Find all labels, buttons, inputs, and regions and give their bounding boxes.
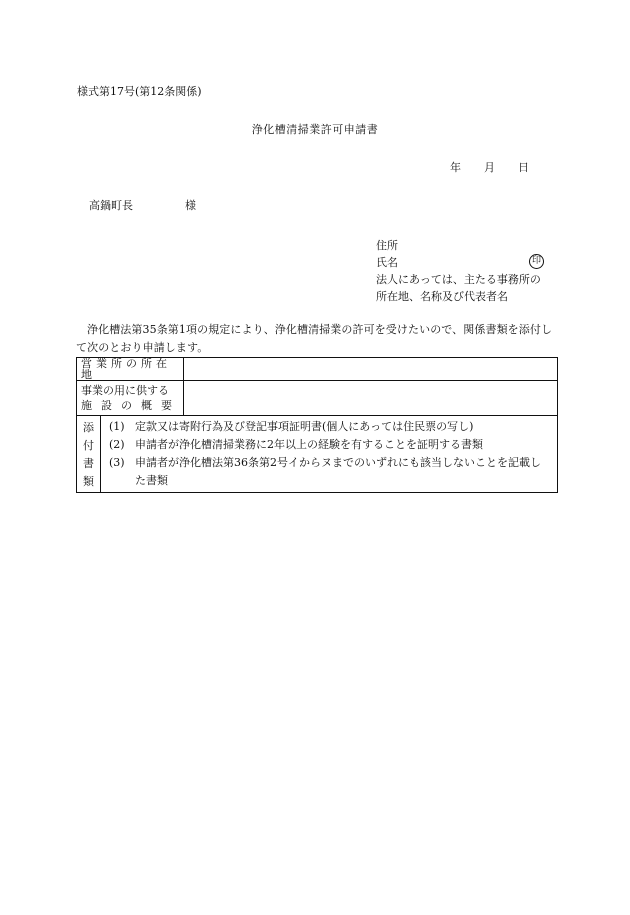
attachments-list: [101, 416, 558, 493]
item-number: (3): [109, 456, 125, 469]
form-number-label: 様式第17号(第12条関係): [77, 85, 202, 98]
applicant-block: [376, 237, 566, 305]
facilities-label-line2: 施設の概要: [81, 399, 181, 412]
addressee-name: 高鍋町長: [89, 199, 133, 212]
list-item: [109, 418, 551, 436]
date-month: 月: [484, 161, 495, 174]
name-label: 氏名: [376, 256, 398, 269]
facilities-field[interactable]: [184, 381, 558, 416]
document-title: 浄化槽清掃業許可申請書: [251, 123, 379, 136]
date-year: 年: [450, 161, 461, 174]
item-number: (1): [109, 420, 125, 433]
list-item: [109, 436, 551, 454]
address-label: 住所: [376, 239, 398, 252]
corp-note-line1: 法人にあっては、主たる事務所の: [376, 273, 541, 286]
table-row: [77, 416, 558, 493]
facilities-label-line1: 事業の用に供する: [81, 384, 169, 397]
addressee: [89, 199, 196, 212]
attachments-label: [77, 416, 101, 493]
table-row: [77, 381, 558, 416]
item-text: 申請者が浄化槽清掃業務に2年以上の経験を有することを証明する書類: [135, 438, 483, 451]
application-table: [76, 357, 558, 493]
seal-mark: 印: [529, 254, 544, 269]
item-text: 定款又は寄附行為及び登記事項証明書(個人にあっては住民票の写し): [135, 420, 474, 433]
attachments-label-char: 書: [83, 457, 94, 470]
attachments-label-char: 類: [83, 475, 94, 488]
office-location-label: 営業所の所在地: [77, 358, 184, 381]
item-number: (2): [109, 438, 125, 451]
list-item: [109, 454, 551, 490]
item-text: 申請者が浄化槽法第36条第2号イからヌまでのいずれにも該当しないことを記載した書類: [135, 456, 541, 487]
addressee-honorific: 様: [185, 199, 196, 212]
office-location-field[interactable]: [184, 358, 558, 381]
corp-note-line2: 所在地、名称及び代表者名: [376, 290, 508, 303]
date-day: 日: [518, 161, 529, 174]
application-statement: 浄化槽法第35条第1項の規定により、浄化槽清掃業の許可を受けたいので、関係書類を添付して次のとおり申請します。: [76, 323, 553, 354]
attachments-label-char: 添: [83, 421, 94, 434]
facilities-label: [77, 381, 184, 416]
attachments-label-char: 付: [83, 439, 94, 452]
table-row: [77, 358, 558, 381]
